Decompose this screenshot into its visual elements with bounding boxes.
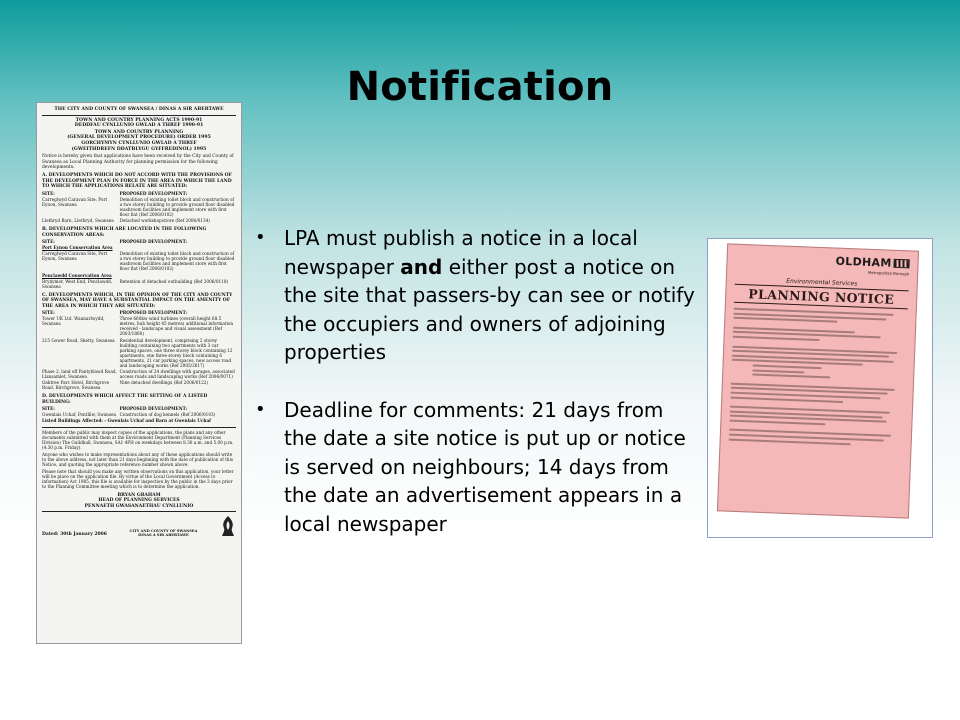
pn-body-text xyxy=(729,308,908,447)
np-cell: 215 Gower Road, Sketty, Swansea xyxy=(42,337,115,343)
np-sign-title: HEAD OF PLANNING SERVICES xyxy=(98,498,180,504)
np-intro: Notice is hereby given that applications have been received by the City and County of Swansea as Local Planning Authority for planning permission for the following developments: xyxy=(42,154,234,170)
np-foot-1: Members of the public may inspect copies of the applications, the plans and any other documents submitted with them at the Environment Department (Planning Services Division) The Guildhall, Swansea, SA1 4PH on weekdays between 8.30 a.m. and 5.00 p.m. (4.30 p.m. Friday). xyxy=(42,429,234,450)
np-acts: TOWN AND COUNTRY PLANNING ACTS 1990-91 xyxy=(75,117,203,123)
np-table-d xyxy=(42,406,236,424)
table-row xyxy=(42,197,236,218)
np-cell: Detached workshop/store (Ref 2006/0134) xyxy=(119,218,210,224)
bullet-bold: and xyxy=(400,254,443,279)
np-cell: Construction of dog kennels (Ref 2006/0103) xyxy=(119,412,216,418)
np-divider xyxy=(42,511,236,512)
np-area-1: Port Eynon Conservation Area xyxy=(42,245,113,251)
slide-title: Notification xyxy=(346,64,614,110)
np-col-site: SITE: xyxy=(42,190,55,196)
np-cell: Gwenlais Uchaf, Pontlliw, Swansea xyxy=(42,412,116,418)
np-cell: Phase 2, land off Pantyblawd Road, Llansamlet, Swansea xyxy=(42,369,117,380)
np-col-site: SITE: xyxy=(42,238,55,244)
np-col-site: SITE: xyxy=(42,310,55,316)
np-col-dev: PROPOSED DEVELOPMENT: xyxy=(119,406,188,412)
table-row xyxy=(42,316,236,337)
np-col-dev: PROPOSED DEVELOPMENT: xyxy=(119,310,188,316)
pn-heading: PLANNING NOTICE xyxy=(748,286,895,307)
np-council: THE CITY AND COUNTY OF SWANSEA / DINAS A SIR ABERTAWE xyxy=(54,107,224,112)
table-row xyxy=(42,218,236,224)
bullet-text: either post a notice on the site that passers-by can see or notify the occupiers and owners of adjoining properties xyxy=(284,254,695,364)
np-cell: Carreglwyd Caravan Site, Port Eynon, Swansea xyxy=(42,196,108,207)
np-section-a: A. DEVELOPMENTS WHICH DO NOT ACCORD WITH THE PROVISIONS OF THE DEVELOPMENT PLAN IN FORCE IN THE AREA IN WHICH THE LAND TO WHICH THE APPLICATIONS RELATE ARE SITUATED: xyxy=(42,173,232,190)
np-sign-welsh: PENNAETH GWASANAETHAU CYNLLUNIO xyxy=(84,503,194,509)
np-cell: Llethryd Barn, Llethryd, Swansea xyxy=(42,218,114,224)
np-col-site: SITE: xyxy=(42,406,55,412)
np-cell: Construction of 24 dwellings with garages, associated access roads and landscaping works (Ref 2006/0071) xyxy=(119,369,235,380)
np-signature xyxy=(42,493,236,510)
bullet-text: LPA must publish a notice in a local newspaper xyxy=(284,226,638,279)
np-order-3: GORCHYMYN CYNLLUNIO GWLAD A THREF xyxy=(81,140,197,146)
np-cell: Demolition of existing toilet block and construction of a two storey building to provide ground floor disabled washroom facilities and implement store with first floor flat (Ref 2006/0102) xyxy=(119,196,235,217)
bullet-glyph: • xyxy=(255,398,266,420)
np-acts-welsh: DEDDFAU CYNLLUNIO GWLAD A THREF 1990-91 xyxy=(74,123,204,129)
oldham-logo-icon xyxy=(893,259,909,269)
np-cell: Oaktree Parc Hotel, Birchgrove Road, Birchgrove, Swansea xyxy=(42,380,110,391)
np-sign-name: BRYAN GRAHAM xyxy=(117,492,161,498)
table-row xyxy=(42,338,236,370)
np-divider xyxy=(42,427,236,428)
np-table-a xyxy=(42,191,236,225)
np-council-foot-2: DINAS A SIR ABERTAWE xyxy=(138,532,189,537)
np-cell: Three 660kw wind turbines (overall height 68.5 metres, hub height 45 metres) additional information received - landscape and visual assessment (Ref 2003/1860) xyxy=(119,316,234,337)
pn-text-line xyxy=(752,369,804,373)
np-section-c: C. DEVELOPMENTS WHICH, IN THE OPINION OF THE CITY AND COUNTY OF SWANSEA, MAY HAVE A SUBSTANTIAL IMPACT ON THE AMENITY OF THE AREA IN WHICH THEY ARE SITUATED: xyxy=(42,292,233,309)
np-order-1: TOWN AND COUNTRY PLANNING xyxy=(94,129,184,135)
np-divider xyxy=(42,115,236,116)
np-section-b: B. DEVELOPMENTS WHICH ARE LOCATED IN THE FOLLOWING CONSERVATION AREAS: xyxy=(42,227,207,238)
np-table-c xyxy=(42,310,236,391)
np-cell: Residential development, comprising 2 storey building containing two apartments with 3 car parking spaces, one three storey block containing 12 apartments, one three storey block containing 6 apartments, 21 car parking spaces, new access road and landscaping works (Ref 2005/2617) xyxy=(119,337,233,368)
pn-logo: OLDHAM xyxy=(835,254,892,270)
bullet-item xyxy=(255,224,695,367)
np-foot-3: Please note that should you make any written observations on this application, your letter will be place on the application file. By virtue of the Local Government (Access to information) Act 1985, this file is available for inspection by the public in the 3 days prior to the Planning Committee meeting which is to determine the application. xyxy=(42,469,234,490)
np-col-dev: PROPOSED DEVELOPMENT: xyxy=(119,238,188,244)
newspaper-notice-image xyxy=(36,102,242,644)
table-row xyxy=(42,251,236,272)
bullet-text: Deadline for comments: 21 days from the date a site notice is put up or notice is served on neighbours; 14 days from the date an advertisement appears in a local newspaper xyxy=(284,397,686,536)
pn-department: Environmental Services xyxy=(786,277,858,288)
np-date: Dated: 30th January 2006 xyxy=(42,532,107,538)
np-council-foot xyxy=(130,529,198,538)
table-row xyxy=(42,380,236,391)
council-crest-icon xyxy=(220,515,236,537)
np-cell: Demolition of existing toilet block and construction of a two storey building to provide ground floor disabled washroom facilities and implement store with first floor flat (Ref 2006/0102) xyxy=(119,251,235,272)
np-cell: Retention of detached outbuilding (Ref 2006/0118) xyxy=(119,278,229,284)
np-bottom xyxy=(42,515,236,537)
pn-text-line xyxy=(752,364,822,369)
np-section-d: D. DEVELOPMENTS WHICH AFFECT THE SETTING OF A LISTED BUILDING: xyxy=(42,394,208,405)
np-cell: Brynymor, West End, Penclawdd, Swansea xyxy=(42,278,113,289)
table-row xyxy=(42,369,236,380)
np-council-foot-1: CITY AND COUNTY OF SWANSEA xyxy=(129,528,198,533)
np-cell: Carreglwyd Caravan Site, Port Eynon, Swansea xyxy=(42,251,108,262)
planning-notice-image xyxy=(717,243,919,518)
bullet-glyph: • xyxy=(255,227,266,248)
table-row xyxy=(42,279,236,290)
np-cell: Nine detached dwellings (Ref 2006/0122) xyxy=(119,380,209,386)
np-cell: Tower UK Ltd, Waunarlwydd, Swansea xyxy=(42,316,105,327)
np-order-2: (GENERAL DEVELOPMENT PROCEDURE) ORDER 1995 xyxy=(67,135,211,141)
np-listed: Listed Buildings Affected: - Gwenlais Uchaf and Barn at Gwenlais Uchaf xyxy=(42,418,211,424)
np-order-4: (GWEITHDREFN DDATBLYGU GYFFREDINOL) 1995 xyxy=(71,146,207,152)
bullet-item xyxy=(255,396,695,539)
np-foot-2: Anyone who wishes to make representations about any of these applications should write to the above address, not later than 21 days beginning with the date of publication of this Notice, and quoting the appropriate reference number shown above. xyxy=(42,451,233,468)
np-area-2: Penclawdd Conservation Area xyxy=(42,272,112,278)
np-col-dev: PROPOSED DEVELOPMENT: xyxy=(119,190,188,196)
pn-metro: Metropolitan Borough xyxy=(867,269,910,277)
np-table-b xyxy=(42,239,236,290)
bullet-list xyxy=(255,224,695,567)
